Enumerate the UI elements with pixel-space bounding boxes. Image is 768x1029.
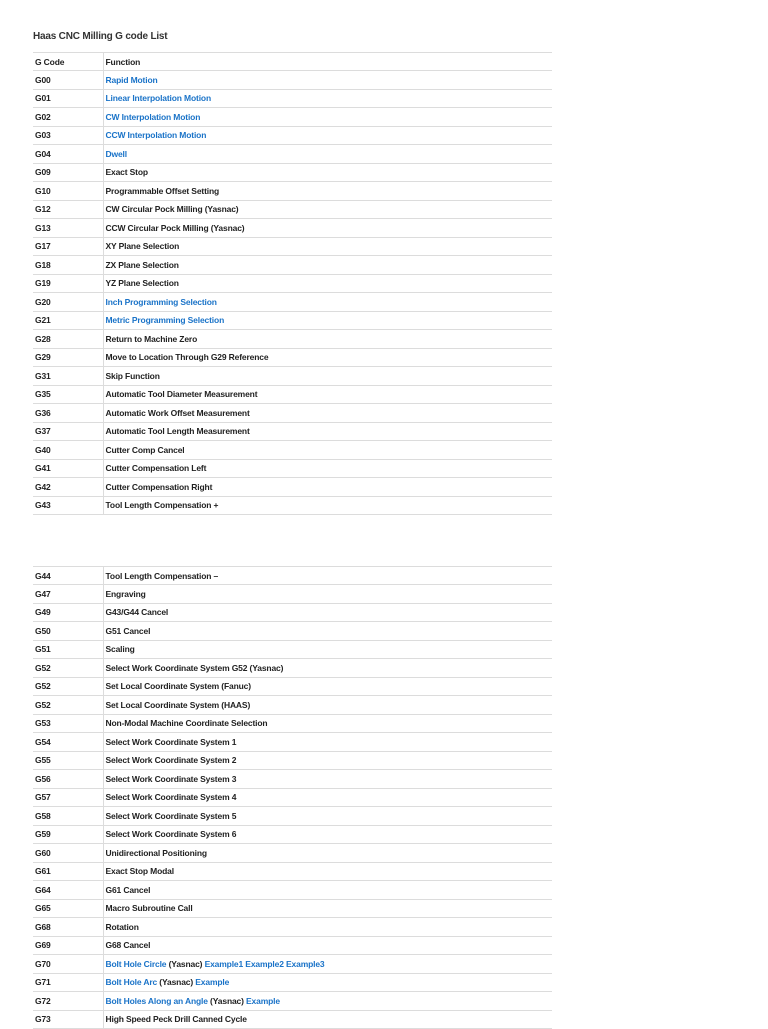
table-row xyxy=(33,807,552,826)
table-row xyxy=(33,585,552,604)
function-cell xyxy=(103,955,552,974)
function-text: High Speed Peck Drill Canned Cycle xyxy=(105,1014,247,1025)
table-row xyxy=(33,385,552,404)
function-text: Cutter Compensation Right xyxy=(105,481,213,492)
function-cell xyxy=(103,89,552,108)
function-text: Non-Modal Machine Coordinate Selection xyxy=(105,718,268,729)
gcode-cell: G65 xyxy=(33,899,103,918)
function-text: Return to Machine Zero xyxy=(105,333,198,344)
function-text: G68 Cancel xyxy=(105,940,151,951)
table-row xyxy=(33,567,552,585)
gcode-cell: G58 xyxy=(33,807,103,826)
gcode-cell: G70 xyxy=(33,955,103,974)
gcode-cell: G01 xyxy=(33,89,103,108)
function-cell xyxy=(103,733,552,752)
function-text: Set Local Coordinate System (Fanuc) xyxy=(105,681,251,692)
gcode-cell: G64 xyxy=(33,881,103,900)
function-text: Automatic Tool Length Measurement xyxy=(105,426,250,437)
function-cell xyxy=(103,881,552,900)
gcode-cell: G59 xyxy=(33,825,103,844)
function-text: (Yasnac) xyxy=(207,995,247,1006)
table-row xyxy=(33,825,552,844)
function-cell xyxy=(103,237,552,256)
function-cell xyxy=(103,899,552,918)
function-text: Select Work Coordinate System G52 (Yasnac) xyxy=(105,662,284,673)
table-row xyxy=(33,770,552,789)
gcode-cell: G31 xyxy=(33,367,103,386)
function-link[interactable]: Example3 xyxy=(286,958,325,969)
function-text: Select Work Coordinate System 3 xyxy=(105,773,237,784)
function-cell xyxy=(103,422,552,441)
function-text: G51 Cancel xyxy=(105,625,151,636)
function-cell xyxy=(103,770,552,789)
table-row xyxy=(33,293,552,312)
table-row xyxy=(33,404,552,423)
table-row xyxy=(33,622,552,641)
table-row xyxy=(33,182,552,201)
function-link[interactable]: Metric Programming Selection xyxy=(105,315,225,326)
function-text: ZX Plane Selection xyxy=(105,259,179,270)
function-cell xyxy=(103,659,552,678)
table-row xyxy=(33,788,552,807)
function-cell xyxy=(103,441,552,460)
table-row xyxy=(33,973,552,992)
gcode-cell: G43 xyxy=(33,496,103,515)
table-row xyxy=(33,367,552,386)
gcode-cell: G03 xyxy=(33,126,103,145)
gcode-cell: G12 xyxy=(33,200,103,219)
function-cell xyxy=(103,145,552,164)
table-row xyxy=(33,422,552,441)
gcode-cell: G29 xyxy=(33,348,103,367)
table-row xyxy=(33,936,552,955)
function-link[interactable]: Example xyxy=(246,995,280,1006)
function-text: Tool Length Compensation + xyxy=(105,500,219,511)
function-cell xyxy=(103,936,552,955)
gcode-cell: G72 xyxy=(33,992,103,1011)
gcode-cell: G61 xyxy=(33,862,103,881)
gcode-cell: G02 xyxy=(33,108,103,127)
function-cell xyxy=(103,219,552,238)
gcode-cell: G37 xyxy=(33,422,103,441)
table-row xyxy=(33,348,552,367)
gcode-cell: G68 xyxy=(33,918,103,937)
function-cell xyxy=(103,585,552,604)
function-cell xyxy=(103,274,552,293)
gcode-cell: G42 xyxy=(33,478,103,497)
function-text: Select Work Coordinate System 6 xyxy=(105,829,237,840)
function-cell xyxy=(103,751,552,770)
gcode-cell: G04 xyxy=(33,145,103,164)
gcode-cell: G40 xyxy=(33,441,103,460)
gcode-cell: G41 xyxy=(33,459,103,478)
function-text: Macro Subroutine Call xyxy=(105,903,193,914)
function-link[interactable]: Rapid Motion xyxy=(105,74,158,85)
function-cell xyxy=(103,622,552,641)
function-cell xyxy=(103,404,552,423)
table-row xyxy=(33,108,552,127)
gcode-cell: G19 xyxy=(33,274,103,293)
table-row xyxy=(33,881,552,900)
table-row xyxy=(33,274,552,293)
table-row xyxy=(33,163,552,182)
table-row xyxy=(33,992,552,1011)
function-cell xyxy=(103,367,552,386)
function-text: Select Work Coordinate System 1 xyxy=(105,736,237,747)
function-link[interactable]: Linear Interpolation Motion xyxy=(105,93,211,104)
function-text: XY Plane Selection xyxy=(105,241,180,252)
table-row xyxy=(33,603,552,622)
function-cell xyxy=(103,862,552,881)
function-text: (Yasnac) xyxy=(157,977,196,988)
function-cell xyxy=(103,256,552,275)
table-row xyxy=(33,844,552,863)
gcode-cell: G71 xyxy=(33,973,103,992)
table-row xyxy=(33,200,552,219)
function-text: Cutter Comp Cancel xyxy=(105,444,185,455)
function-cell xyxy=(103,973,552,992)
function-text: (Yasnac) xyxy=(166,958,205,969)
function-cell xyxy=(103,163,552,182)
gcode-cell: G51 xyxy=(33,640,103,659)
gcode-cell: G00 xyxy=(33,71,103,90)
function-link[interactable]: Bolt Hole Circle xyxy=(105,958,167,969)
table-row xyxy=(33,441,552,460)
function-cell xyxy=(103,459,552,478)
function-text: Automatic Tool Diameter Measurement xyxy=(105,389,258,400)
gcode-cell: G09 xyxy=(33,163,103,182)
function-text: Select Work Coordinate System 2 xyxy=(105,755,237,766)
function-cell xyxy=(103,788,552,807)
table-row xyxy=(33,955,552,974)
function-text: Exact Stop xyxy=(105,167,148,178)
table-row xyxy=(33,311,552,330)
gcode-cell: G60 xyxy=(33,844,103,863)
function-cell xyxy=(103,311,552,330)
table-row xyxy=(33,71,552,90)
function-cell xyxy=(103,385,552,404)
function-text: YZ Plane Selection xyxy=(105,278,179,289)
table-row xyxy=(33,659,552,678)
table-row xyxy=(33,219,552,238)
function-text: G43/G44 Cancel xyxy=(105,607,169,618)
gcode-table-1 xyxy=(33,52,552,515)
gcode-table-2 xyxy=(33,566,552,1029)
header-function: Function xyxy=(103,53,552,71)
function-text: Select Work Coordinate System 5 xyxy=(105,810,237,821)
gcode-cell: G36 xyxy=(33,404,103,423)
function-cell xyxy=(103,567,552,585)
function-text: G61 Cancel xyxy=(105,884,151,895)
table-row xyxy=(33,714,552,733)
function-cell xyxy=(103,714,552,733)
function-text: Skip Function xyxy=(105,370,160,381)
gcode-cell: G44 xyxy=(33,567,103,585)
function-cell xyxy=(103,844,552,863)
gcode-cell: G52 xyxy=(33,696,103,715)
function-cell xyxy=(103,1010,552,1029)
table-row xyxy=(33,751,552,770)
table-row xyxy=(33,478,552,497)
gcode-cell: G69 xyxy=(33,936,103,955)
table-row xyxy=(33,733,552,752)
table-row xyxy=(33,899,552,918)
function-cell xyxy=(103,348,552,367)
table-row xyxy=(33,237,552,256)
table-row xyxy=(33,677,552,696)
header-gcode: G Code xyxy=(33,53,103,71)
function-link[interactable]: Example xyxy=(195,977,230,988)
function-cell xyxy=(103,330,552,349)
gcode-cell: G18 xyxy=(33,256,103,275)
function-link[interactable]: CW Interpolation Motion xyxy=(105,111,201,122)
function-cell xyxy=(103,108,552,127)
function-cell xyxy=(103,603,552,622)
table-row xyxy=(33,126,552,145)
gcode-cell: G50 xyxy=(33,622,103,641)
table-row xyxy=(33,256,552,275)
gcode-cell: G35 xyxy=(33,385,103,404)
function-text: CCW Circular Pock Milling (Yasnac) xyxy=(105,222,245,233)
gcode-cell: G49 xyxy=(33,603,103,622)
function-cell xyxy=(103,126,552,145)
table-row xyxy=(33,459,552,478)
function-link[interactable]: Example2 xyxy=(245,958,284,969)
gcode-cell: G21 xyxy=(33,311,103,330)
function-cell xyxy=(103,182,552,201)
function-link[interactable]: CCW Interpolation Motion xyxy=(105,130,207,141)
function-link[interactable]: Inch Programming Selection xyxy=(105,296,217,307)
table-row xyxy=(33,918,552,937)
gcode-cell: G17 xyxy=(33,237,103,256)
function-cell xyxy=(103,478,552,497)
function-text: Unidirectional Positioning xyxy=(105,847,207,858)
function-cell xyxy=(103,677,552,696)
function-cell xyxy=(103,992,552,1011)
function-cell xyxy=(103,825,552,844)
function-cell xyxy=(103,640,552,659)
gcode-cell: G20 xyxy=(33,293,103,312)
function-text: Move to Location Through G29 Reference xyxy=(105,352,269,363)
page-title: Haas CNC Milling G code List xyxy=(33,31,168,42)
function-text: Rotation xyxy=(105,921,139,932)
function-link[interactable]: Bolt Hole Arc xyxy=(105,977,158,988)
table-row xyxy=(33,145,552,164)
function-text: CW Circular Pock Milling (Yasnac) xyxy=(105,204,239,215)
table-row xyxy=(33,696,552,715)
function-text: Cutter Compensation Left xyxy=(105,463,207,474)
table-row xyxy=(33,1010,552,1029)
gcode-cell: G53 xyxy=(33,714,103,733)
gcode-cell: G57 xyxy=(33,788,103,807)
function-link[interactable]: Example1 xyxy=(204,958,244,969)
table-row xyxy=(33,89,552,108)
table-header-row xyxy=(33,53,552,71)
gcode-cell: G55 xyxy=(33,751,103,770)
table-row xyxy=(33,862,552,881)
function-cell xyxy=(103,200,552,219)
gcode-cell: G47 xyxy=(33,585,103,604)
table-row xyxy=(33,330,552,349)
function-text: Select Work Coordinate System 4 xyxy=(105,792,237,803)
gcode-cell: G73 xyxy=(33,1010,103,1029)
gcode-cell: G54 xyxy=(33,733,103,752)
function-cell xyxy=(103,293,552,312)
function-text: Automatic Work Offset Measurement xyxy=(105,407,250,418)
function-link[interactable]: Dwell xyxy=(105,148,127,159)
function-text: Tool Length Compensation – xyxy=(105,570,219,581)
gcode-cell: G28 xyxy=(33,330,103,349)
function-cell xyxy=(103,807,552,826)
table-row xyxy=(33,640,552,659)
function-text: Programmable Offset Setting xyxy=(105,185,220,196)
function-cell xyxy=(103,918,552,937)
function-text: Engraving xyxy=(105,588,146,599)
function-link[interactable]: Bolt Holes Along an Angle xyxy=(105,995,208,1006)
function-cell xyxy=(103,496,552,515)
function-text: Set Local Coordinate System (HAAS) xyxy=(105,699,251,710)
gcode-cell: G56 xyxy=(33,770,103,789)
function-cell xyxy=(103,71,552,90)
gcode-cell: G13 xyxy=(33,219,103,238)
function-text: Exact Stop Modal xyxy=(105,866,174,877)
function-cell xyxy=(103,696,552,715)
function-text: Scaling xyxy=(105,644,135,655)
gcode-cell: G52 xyxy=(33,677,103,696)
table-row xyxy=(33,496,552,515)
gcode-cell: G10 xyxy=(33,182,103,201)
gcode-cell: G52 xyxy=(33,659,103,678)
